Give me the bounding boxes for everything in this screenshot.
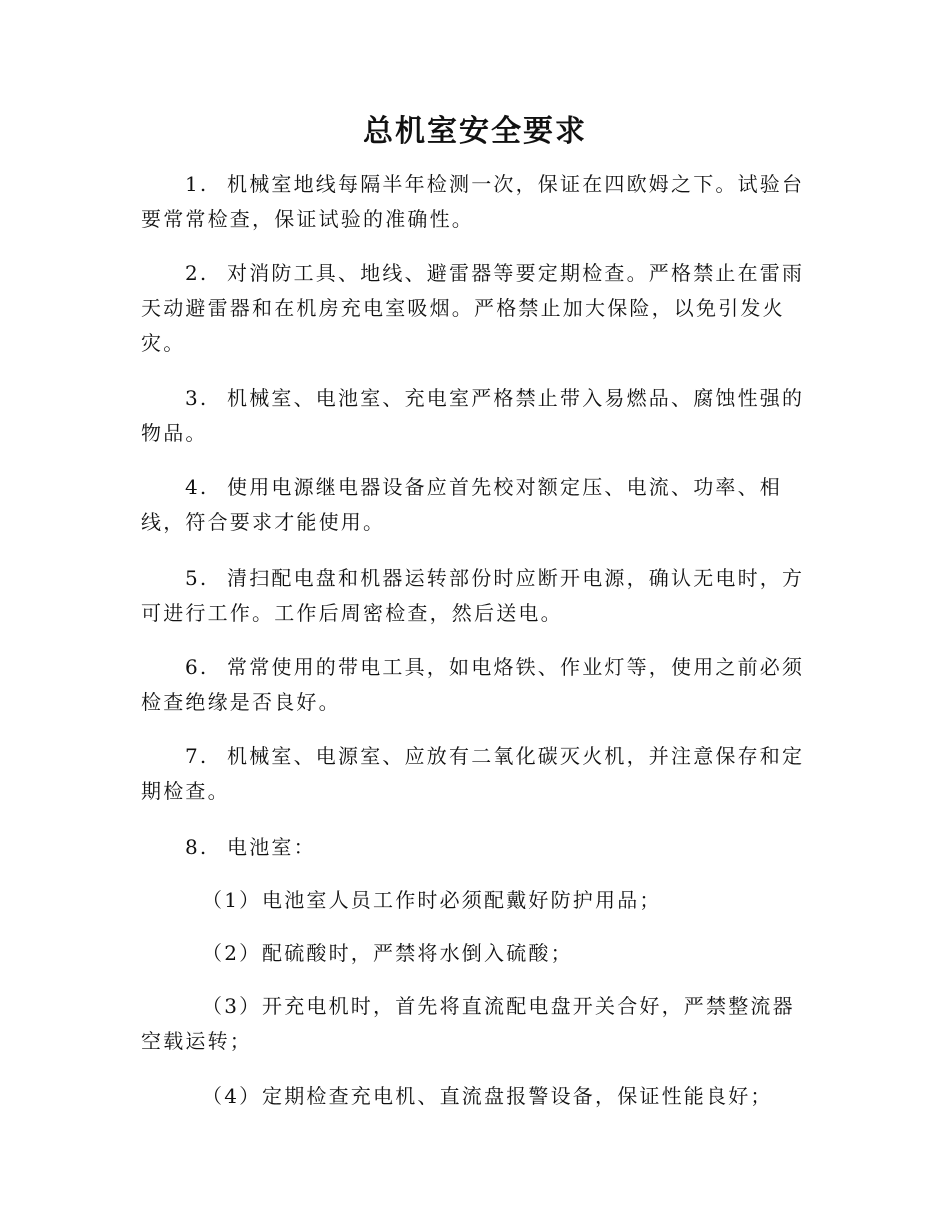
sub-item-number: （3） bbox=[202, 994, 262, 1018]
sub-item-number: （4） bbox=[202, 1084, 262, 1108]
sub-list-item bbox=[141, 883, 806, 918]
sub-list-item bbox=[141, 989, 806, 1059]
sub-item-text: 定期检查充电机、直流盘报警设备，保证性能良好； bbox=[262, 1084, 773, 1108]
item-number: 5. bbox=[185, 566, 209, 590]
list-item bbox=[141, 739, 806, 809]
item-text: 机械室、电源室、应放有二氧化碳灭火机，并注意保存和定期检查。 bbox=[141, 744, 805, 803]
document-title: 总机室安全要求 bbox=[363, 114, 587, 149]
sub-item-text: 电池室人员工作时必须配戴好防护用品； bbox=[262, 888, 662, 912]
list-item bbox=[141, 650, 806, 720]
item-number: 4. bbox=[185, 475, 209, 499]
sub-list-item bbox=[141, 1079, 806, 1114]
sub-item-number: （2） bbox=[202, 941, 262, 965]
list-item bbox=[141, 256, 806, 361]
item-text: 常常使用的带电工具，如电烙铁、作业灯等，使用之前必须检查绝缘是否良好。 bbox=[141, 655, 805, 714]
sub-item-text: 开充电机时，首先将直流配电盘开关合好，严禁整流器空载运转； bbox=[141, 994, 795, 1053]
item-number: 2. bbox=[185, 261, 209, 285]
item-text: 机械室、电池室、充电室严格禁止带入易燃品、腐蚀性强的物品。 bbox=[141, 386, 805, 445]
list-item bbox=[141, 830, 806, 865]
item-number: 6. bbox=[185, 655, 209, 679]
item-text: 对消防工具、地线、避雷器等要定期检查。严格禁止在雷雨天动避雷器和在机房充电室吸烟。严格禁止加大保险，以免引发火灾。 bbox=[141, 261, 805, 355]
item-number: 7. bbox=[185, 744, 209, 768]
item-text: 电池室： bbox=[227, 835, 316, 859]
list-item bbox=[141, 470, 806, 540]
item-number: 3. bbox=[185, 386, 209, 410]
sub-item-number: （1） bbox=[202, 888, 262, 912]
item-text: 清扫配电盘和机器运转部份时应断开电源，确认无电时，方可进行工作。工作后周密检查，然后送电。 bbox=[141, 566, 805, 625]
item-number: 1. bbox=[185, 172, 209, 196]
item-text: 机械室地线每隔半年检测一次，保证在四欧姆之下。试验台要常常检查，保证试验的准确性。 bbox=[141, 172, 805, 231]
sub-item-text: 配硫酸时，严禁将水倒入硫酸； bbox=[262, 941, 573, 965]
list-item bbox=[141, 167, 806, 237]
item-text: 使用电源继电器设备应首先校对额定压、电流、功率、相线，符合要求才能使用。 bbox=[141, 475, 782, 534]
sub-list-item bbox=[141, 936, 806, 971]
list-item bbox=[141, 561, 806, 631]
list-item bbox=[141, 381, 806, 451]
item-number: 8. bbox=[185, 835, 209, 859]
